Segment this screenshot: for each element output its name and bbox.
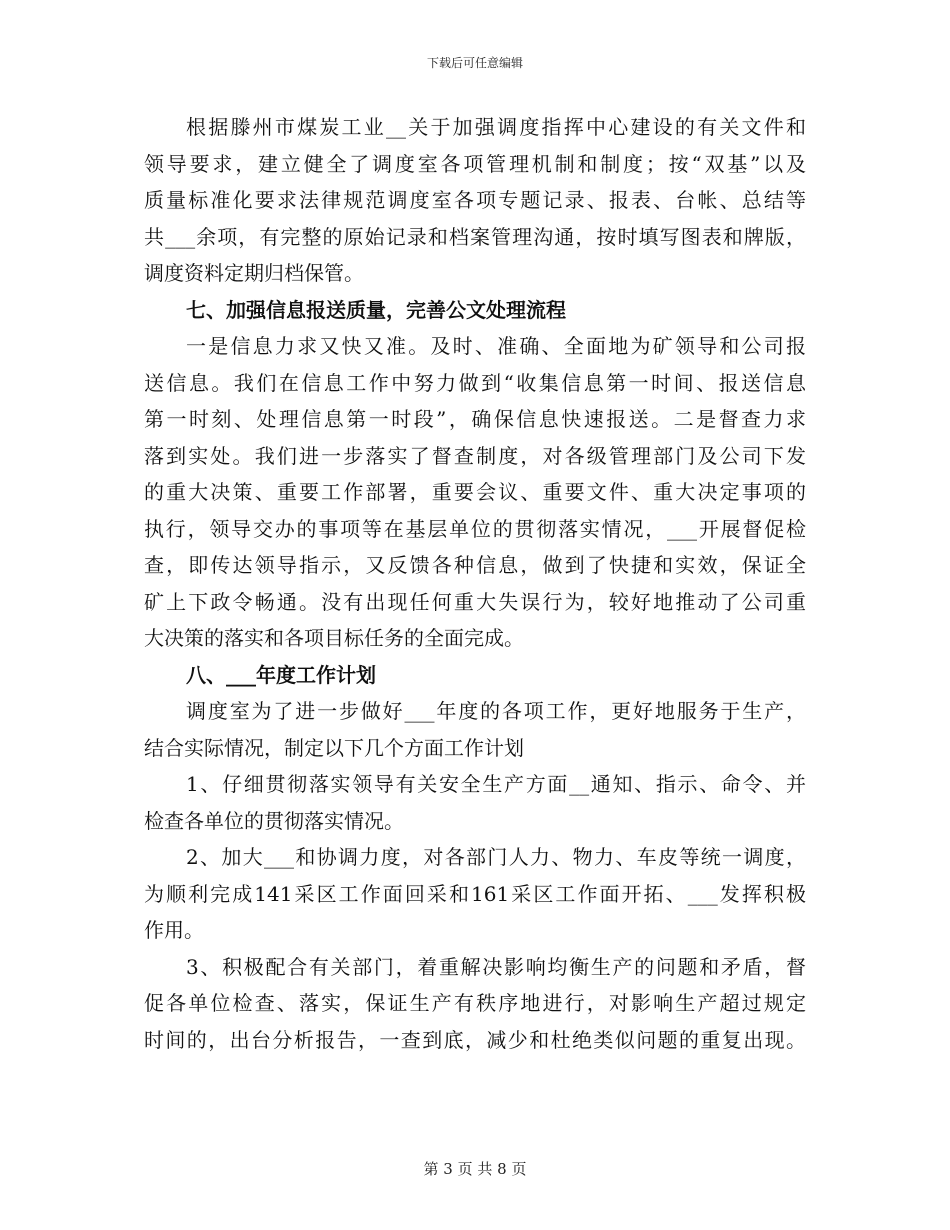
paragraph-line: 共___余项，有完整的原始记录和档案管理沟通，按时填写图表和牌版， xyxy=(144,224,806,249)
paragraph-line: 结合实际情况，制定以下几个方面工作计划 xyxy=(144,735,524,760)
paragraph-line: 调度资料定期归档保管。 xyxy=(144,261,364,285)
paragraph-line: 作用。 xyxy=(144,918,204,942)
paragraph-line: 调度室为了进一步做好___年度的各项工作，更好地服务于生产， xyxy=(186,699,806,723)
paragraph-line: 质量标准化要求法律规范调度室各项专题记录、报表、台帐、总结等 xyxy=(144,188,806,212)
paragraph-line: 为顺利完成141采区工作面回采和161采区工作面开拓、___发挥积极 xyxy=(144,881,806,906)
paragraph-line: 根据滕州市煤炭工业__关于加强调度指挥中心建设的有关文件和 xyxy=(186,115,806,139)
section-heading: 八、___年度工作计划 xyxy=(186,662,376,687)
paragraph-line: 送信息。我们在信息工作中努力做到“收集信息第一时间、报送信息 xyxy=(144,370,806,395)
section-heading: 七、加强信息报送质量，完善公文处理流程 xyxy=(186,297,566,322)
paragraph-line: 查，即传达领导指示，又反馈各种信息，做到了快捷和实效，保证全 xyxy=(144,553,806,577)
paragraph-line: 的重大决策、重要工作部署，重要会议、重要文件、重大决定事项的 xyxy=(144,480,806,504)
paragraph-line: 2、加大___和协调力度，对各部门人力、物力、车皮等统一调度， xyxy=(186,845,806,869)
paragraph-line: 时间的，出台分析报告，一查到底，减少和杜绝类似问题的重复出现。 xyxy=(144,1027,806,1052)
paragraph-line: 一是信息力求又快又准。及时、准确、全面地为矿领导和公司报 xyxy=(186,334,806,358)
paragraph-line: 3、积极配合有关部门，着重解决影响均衡生产的问题和矛盾，督 xyxy=(186,954,806,979)
paragraph-line: 执行，领导交办的事项等在基层单位的贯彻落实情况，___开展督促检 xyxy=(144,516,806,541)
paragraph-line: 矿上下政令畅通。没有出现任何重大失误行为，较好地推动了公司重 xyxy=(144,589,806,614)
document-body xyxy=(144,114,806,1063)
paragraph-line: 1、仔细贯彻落实领导有关安全生产方面__通知、指示、命令、并 xyxy=(186,772,806,796)
paragraph-line: 促各单位检查、落实，保证生产有秩序地进行，对影响生产超过规定 xyxy=(144,991,806,1015)
paragraph-line: 大决策的落实和各项目标任务的全面完成。 xyxy=(144,626,524,650)
paragraph-line: 领导要求，建立健全了调度室各项管理机制和制度；按“双基”以及 xyxy=(144,151,806,176)
page-footer: 第 3 页 共 8 页 xyxy=(423,1160,527,1178)
paragraph-line: 第一时刻、处理信息第一时段”，确保信息快速报送。二是督查力求 xyxy=(144,407,806,431)
paragraph-line: 落到实处。我们进一步落实了督查制度，对各级管理部门及公司下发 xyxy=(144,443,806,468)
paragraph-line: 检查各单位的贯彻落实情况。 xyxy=(144,808,404,833)
page-header: 下载后可任意编辑 xyxy=(426,56,523,70)
